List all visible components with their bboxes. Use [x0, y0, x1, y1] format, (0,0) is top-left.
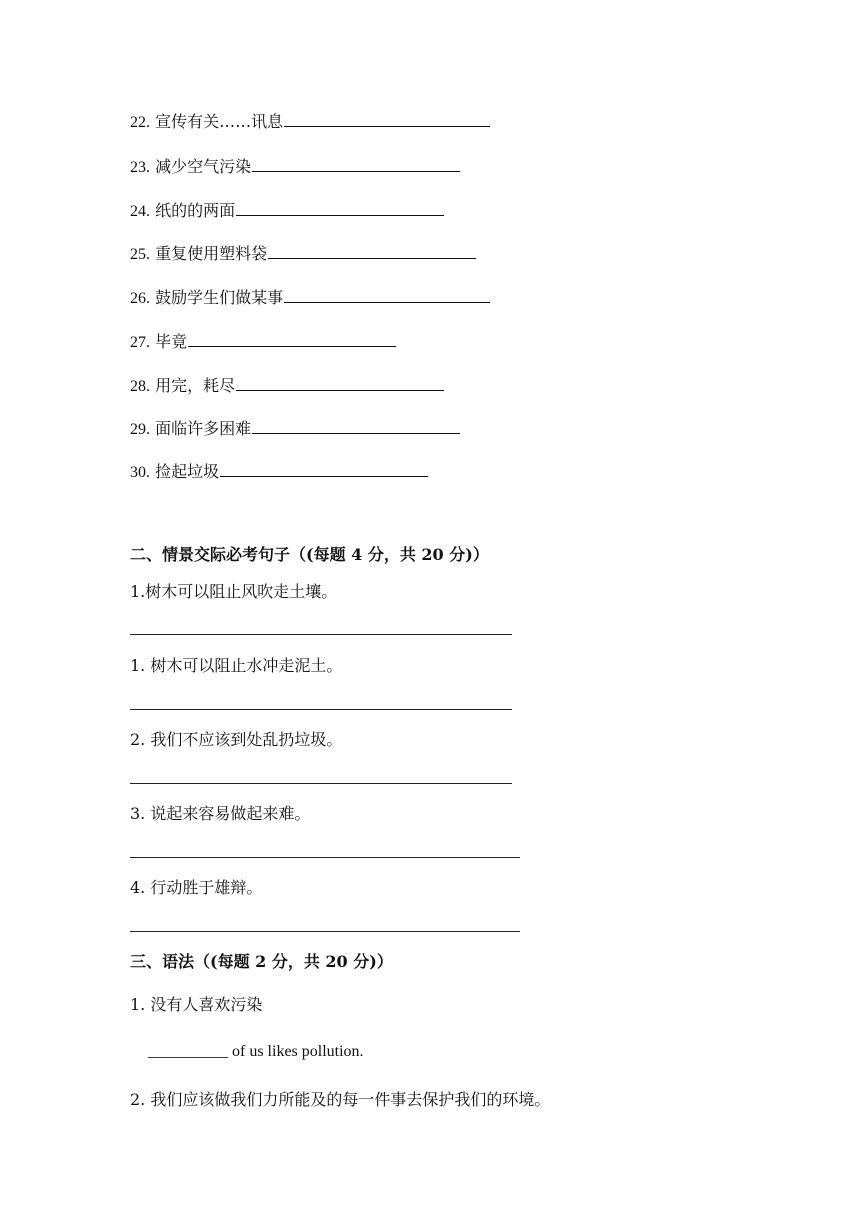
vocab-item-27 — [130, 330, 396, 353]
item-text: 重复使用塑料袋 — [155, 244, 268, 263]
section-3-question-1: 1. 没有人喜欢污染 — [130, 995, 263, 1014]
section-2-item: 3. 说起来容易做起来难。 — [130, 804, 311, 823]
item-number: 25. — [130, 246, 150, 263]
answer-blank[interactable] — [284, 286, 490, 303]
item-text: 毕竟 — [155, 332, 188, 351]
answer-line[interactable] — [130, 709, 512, 710]
vocab-item-25 — [130, 242, 476, 265]
section-2-item: 4. 行动胜于雄辩。 — [130, 878, 263, 897]
item-number: 29. — [130, 421, 150, 438]
section-2-item: 1.树木可以阻止风吹走土壤。 — [130, 582, 338, 601]
vocab-item-23 — [130, 155, 460, 178]
vocab-item-26 — [130, 286, 490, 309]
section-3-question-2: 2. 我们应该做我们力所能及的每一件事去保护我们的环境。 — [130, 1090, 551, 1109]
item-text: 捡起垃圾 — [155, 462, 220, 481]
section-3-answer-1[interactable]: __________ of us likes pollution. — [148, 1043, 364, 1060]
item-number: 27. — [130, 334, 150, 351]
item-number: 23. — [130, 159, 150, 176]
item-number: 30. — [130, 464, 150, 481]
item-text: 面临许多困难 — [155, 419, 252, 438]
section-3-title: 三、语法（(每题 2 分，共 20 分)） — [130, 952, 393, 971]
answer-line[interactable] — [130, 783, 512, 784]
answer-blank[interactable] — [284, 110, 490, 127]
answer-blank[interactable] — [188, 330, 396, 347]
item-text: 宣传有关……讯息 — [155, 112, 284, 131]
section-2-title: 二、情景交际必考句子（(每题 4 分，共 20 分)） — [130, 545, 489, 564]
item-number: 26. — [130, 290, 150, 307]
vocab-item-28 — [130, 374, 444, 397]
section-2-item: 1. 树木可以阻止水冲走泥土。 — [130, 656, 343, 675]
vocab-item-24 — [130, 199, 444, 222]
answer-blank[interactable] — [252, 155, 460, 172]
answer-blank[interactable] — [236, 374, 444, 391]
answer-blank[interactable] — [236, 199, 444, 216]
section-2-item: 2. 我们不应该到处乱扔垃圾。 — [130, 730, 343, 749]
answer-line[interactable] — [130, 857, 520, 858]
answer-line[interactable] — [130, 931, 520, 932]
item-number: 24. — [130, 203, 150, 220]
item-number: 28. — [130, 378, 150, 395]
answer-blank[interactable] — [268, 242, 476, 259]
item-text: 鼓励学生们做某事 — [155, 288, 284, 307]
answer-blank[interactable] — [252, 417, 460, 434]
item-number: 22. — [130, 114, 150, 131]
answer-blank[interactable] — [220, 460, 428, 477]
item-text: 纸的的两面 — [155, 201, 236, 220]
item-text: 减少空气污染 — [155, 157, 252, 176]
vocab-item-22 — [130, 110, 490, 133]
vocab-item-30 — [130, 460, 428, 483]
answer-line[interactable] — [130, 634, 512, 635]
item-text: 用完，耗尽 — [155, 376, 236, 395]
vocab-item-29 — [130, 417, 460, 440]
